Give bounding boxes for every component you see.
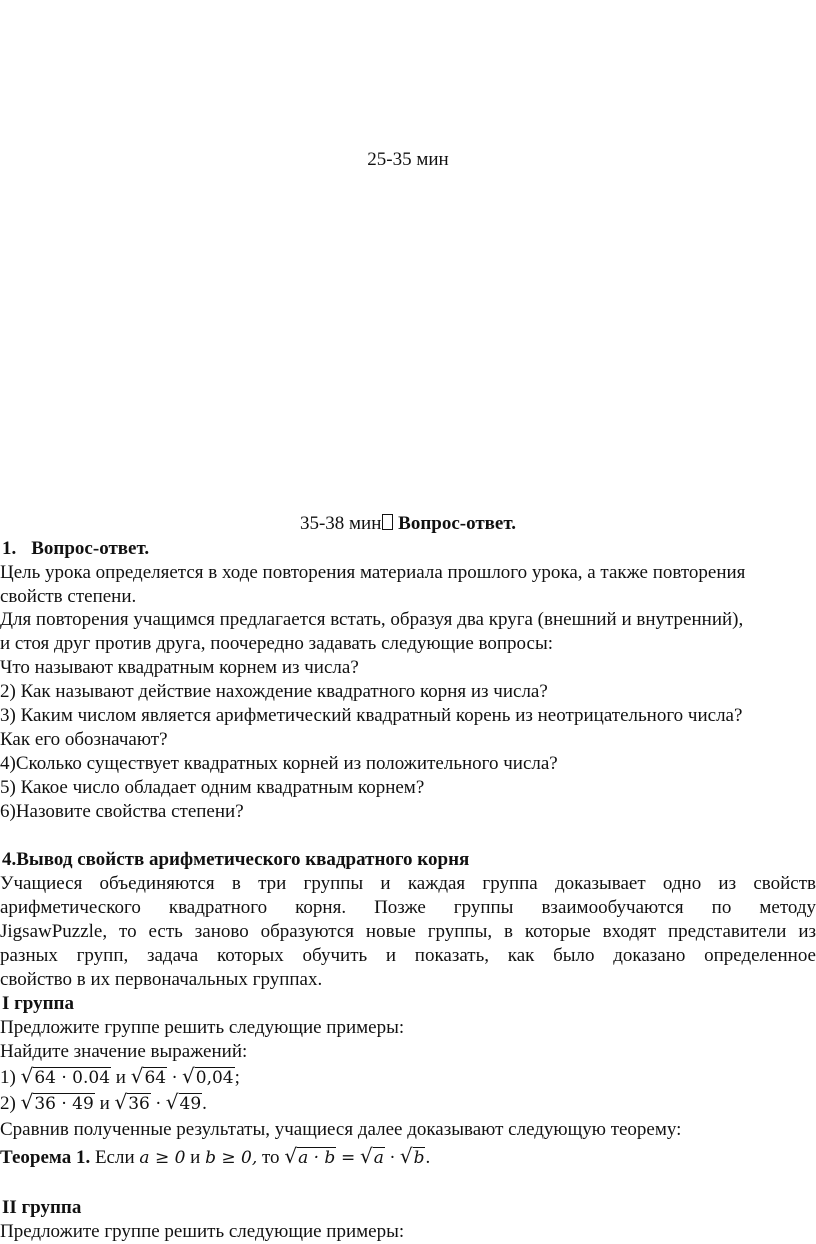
- section-1-p1-line2: свойств степени.: [0, 586, 137, 607]
- section-1-p1-line1: Цель урока определяется в ходе повторения материала прошлого урока, а также повторения: [0, 562, 746, 583]
- section-1-title: Вопрос-ответ.: [31, 538, 150, 559]
- question-2: 2) Как называют действие нахождение квадратного корня из числа?: [0, 681, 548, 702]
- section-1-number: 1.: [2, 538, 17, 559]
- group-2-title: II группа: [2, 1197, 82, 1218]
- example-2: 2) √36 · 49 и √36 · √49.: [0, 1090, 207, 1114]
- example-1-number: 1): [0, 1067, 16, 1088]
- example-1: 1) √64 · 0.04 и √64 · √0,04;: [0, 1064, 240, 1088]
- group-1-title: I группа: [2, 993, 74, 1014]
- sqrt-expression: √a: [360, 1144, 384, 1168]
- sqrt-expression: √49: [165, 1090, 202, 1114]
- sqrt-expression: √36: [114, 1090, 150, 1114]
- group-2-instruction: Предложите группе решить следующие примеры:: [0, 1221, 405, 1242]
- example-2-number: 2): [0, 1093, 16, 1114]
- sqrt-expression: √a · b: [284, 1144, 336, 1168]
- section-4-line1: Учащиеся объединяются в три группы и каждая группа доказывает одно из свойств: [0, 873, 816, 894]
- sqrt-expression: √0,04: [182, 1064, 234, 1088]
- group-1-compare: Сравнив полученные результаты, учащиеся далее доказывают следующую теорему:: [0, 1119, 682, 1140]
- section-4-line3: JigsawPuzzle, то есть заново образуются новые группы, в которые входят представители из: [0, 921, 816, 942]
- section-1-p2-line2: и стоя друг против друга, поочередно задавать следующие вопросы:: [0, 633, 553, 654]
- section-4-line2: арифметического квадратного корня. Позже группы взаимообучаются по методу: [0, 897, 816, 918]
- sqrt-expression: √b: [399, 1144, 425, 1168]
- theorem-label: Теорема 1.: [0, 1147, 91, 1168]
- section-4-line5: свойство в их первоначальных группах.: [0, 969, 323, 990]
- time-label-2-value: 35-38 мин: [299, 513, 382, 534]
- question-4: 4)Сколько существует квадратных корней из положительного числа?: [0, 753, 558, 774]
- sqrt-expression: √64 · 0.04: [20, 1064, 111, 1088]
- section-4-line4: разных групп, задача которых обучить и показать, как было доказано определенное: [0, 945, 816, 966]
- theorem-1: Теорема 1. Если a ≥ 0 и b ≥ 0, то √a · b = √a · √b.: [0, 1144, 431, 1168]
- section-1-p2-line1: Для повторения учащимся предлагается встать, образуя два круга (внешний и внутренний),: [0, 609, 744, 630]
- question-1: Что называют квадратным корнем из числа?: [0, 657, 359, 678]
- question-3-line2: Как его обозначают?: [0, 729, 168, 750]
- time-label-2: [0, 512, 816, 536]
- sqrt-expression: √36 · 49: [20, 1090, 94, 1114]
- section-4-title: 4.Вывод свойств арифметического квадратного корня: [2, 849, 470, 870]
- question-3-line1: 3) Каким числом является арифметический квадратный корень из неотрицательного числа?: [0, 705, 743, 726]
- time-label-1: 25-35 мин: [367, 149, 449, 170]
- sqrt-expression: √64: [130, 1064, 167, 1088]
- group-1-task: Найдите значение выражений:: [0, 1041, 248, 1062]
- section-1-heading: [2, 537, 149, 561]
- missing-glyph-icon: [382, 514, 393, 530]
- time-label-2-title: Вопрос-ответ.: [398, 513, 517, 534]
- question-6: 6)Назовите свойства степени?: [0, 801, 244, 822]
- group-1-instruction: Предложите группе решить следующие примеры:: [0, 1017, 405, 1038]
- question-5: 5) Какое число обладает одним квадратным корнем?: [0, 777, 425, 798]
